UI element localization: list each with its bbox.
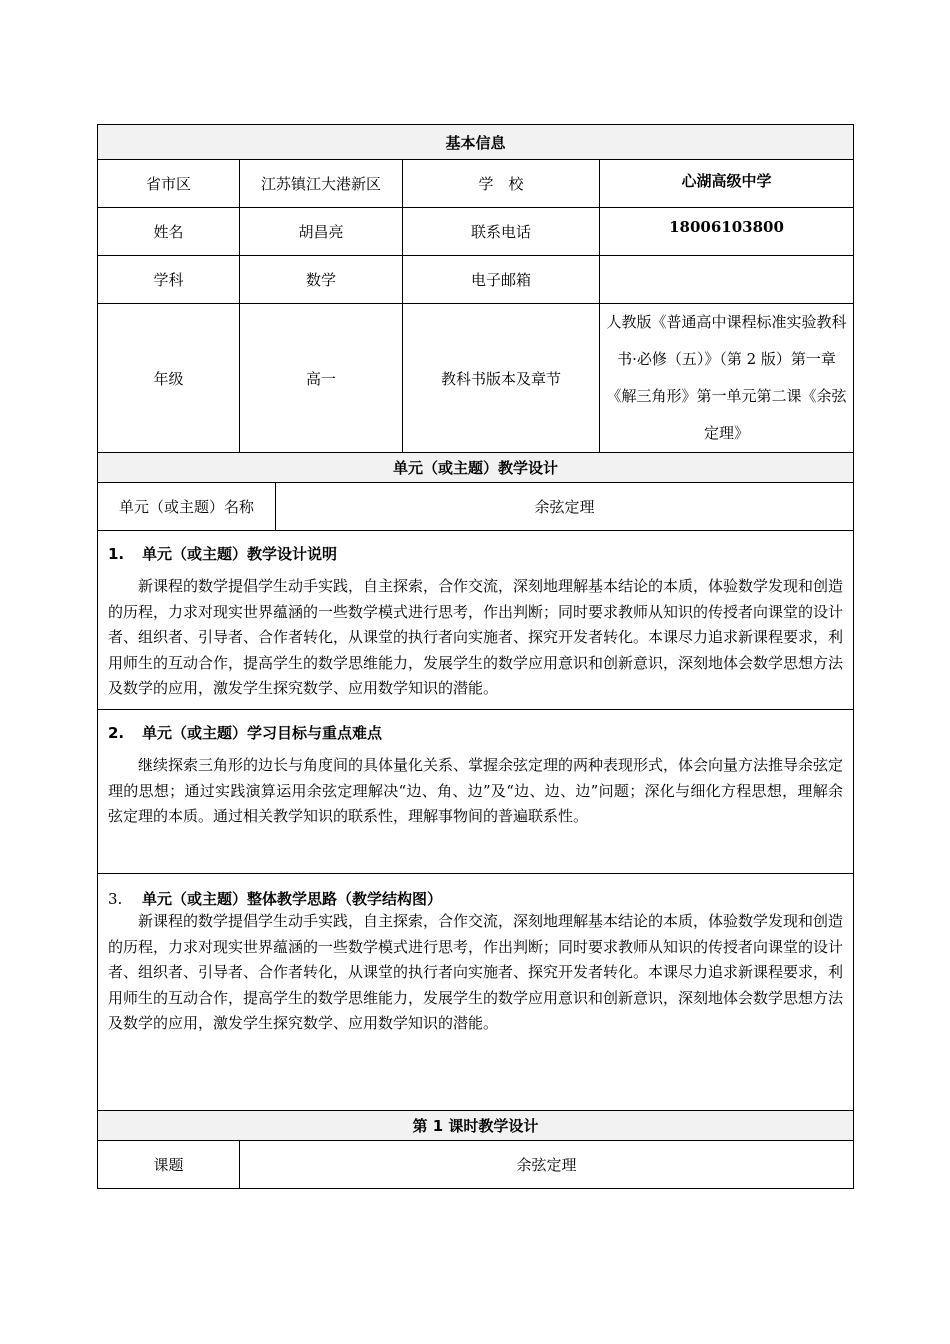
basic-info-title: 基本信息 (98, 125, 854, 160)
document-page (97, 124, 853, 1189)
info-row (98, 160, 854, 208)
section-2-heading: 2. 单元（或主题）学习目标与重点难点 (108, 724, 383, 742)
unit-name-label: 单元（或主题）名称 (98, 483, 276, 531)
unit-name-value: 余弦定理 (276, 483, 854, 531)
info-row (98, 208, 854, 256)
info-row (98, 304, 854, 453)
unit-name-row (98, 483, 854, 531)
school-label: 学 校 (403, 160, 600, 208)
section-3 (98, 874, 854, 1111)
grade-label: 年级 (98, 304, 240, 453)
section-2-row (98, 710, 854, 874)
section-2-body: 继续探索三角形的边长与角度间的具体量化关系、掌握余弦定理的两种表现形式，体会向量方法推导余弦定理的思想；通过实践演算运用余弦定理解决“边、角、边”及“边、边、边”问题；深化与细化方程思想，理解余弦定理的本质。通过相关教学知识的联系性，理解事物间的普遍联系性。 (108, 756, 844, 825)
email-label: 电子邮箱 (403, 256, 600, 304)
section-1-heading: 1. 单元（或主题）教学设计说明 (108, 545, 338, 563)
section-1-row (98, 531, 854, 710)
lesson1-title: 第 1 课时教学设计 (98, 1111, 854, 1141)
name-value: 胡昌亮 (240, 208, 403, 256)
province-value: 江苏镇江大港新区 (240, 160, 403, 208)
phone-value: 18006103800 (600, 208, 854, 256)
section-3-heading: 3. 单元（或主题）整体教学思路（教学结构图） (108, 890, 443, 908)
section-3-body: 新课程的数学提倡学生动手实践，自主探索，合作交流，深刻地理解基本结论的本质，体验数学发现和创造的历程，力求对现实世界蕴涵的一些数学模式进行思考，作出判断；同时要求教师从知识的传授者向课堂的设计者、组织者、引导者、合作者转化，从课堂的执行者向实施者、探究开发者转化。本课尽力追求新课程要求，利用师生的互动合作，提高学生的数学思维能力，发展学生的数学应用意识和创新意识，深刻地体会数学思想方法及数学的应用，激发学生探究数学、应用数学知识的潜能。 (108, 912, 844, 1032)
info-row (98, 256, 854, 304)
grade-value: 高一 (240, 304, 403, 453)
phone-label: 联系电话 (403, 208, 600, 256)
basic-info-header-row (98, 125, 854, 160)
lesson-plan-table (97, 124, 854, 1189)
section-1-body: 新课程的数学提倡学生动手实践，自主探索，合作交流，深刻地理解基本结论的本质，体验数学发现和创造的历程，力求对现实世界蕴涵的一些数学模式进行思考，作出判断；同时要求教师从知识的传授者向课堂的设计者、组织者、引导者、合作者转化，从课堂的执行者向实施者、探究开发者转化。本课尽力追求新课程要求，利用师生的互动合作，提高学生的数学思维能力，发展学生的数学应用意识和创新意识，深刻地体会数学思想方法及数学的应用，激发学生探究数学、应用数学知识的潜能。 (108, 577, 844, 697)
lesson1-topic-row (98, 1141, 854, 1189)
school-value: 心湖高级中学 (600, 160, 854, 208)
section-1 (98, 531, 854, 710)
topic-value: 余弦定理 (240, 1141, 854, 1189)
textbook-label: 教科书版本及章节 (403, 304, 600, 453)
name-label: 姓名 (98, 208, 240, 256)
textbook-value: 人教版《普通高中课程标准实验教科书·必修（五）》（第 2 版）第一章《解三角形》第一单元第二课《余弦定理》 (600, 304, 854, 453)
unit-design-header-row (98, 453, 854, 483)
subject-value: 数学 (240, 256, 403, 304)
province-label: 省市区 (98, 160, 240, 208)
subject-label: 学科 (98, 256, 240, 304)
email-value (600, 256, 854, 304)
section-2 (98, 710, 854, 874)
unit-design-title: 单元（或主题）教学设计 (98, 453, 854, 483)
lesson1-header-row (98, 1111, 854, 1141)
section-3-row (98, 874, 854, 1111)
topic-label: 课题 (98, 1141, 240, 1189)
